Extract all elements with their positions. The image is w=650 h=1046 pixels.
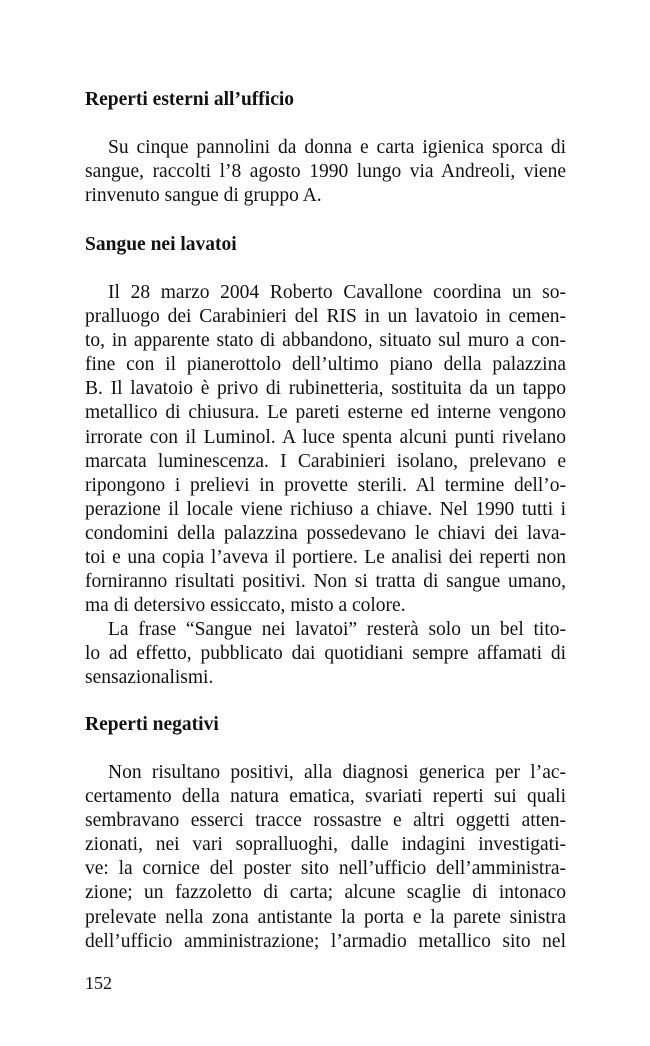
- text-line: ma di detersivo essiccato, misto a colore.: [85, 595, 406, 617]
- text-line: Su cinque pannolini da donna e carta igienica sporca di: [108, 137, 566, 158]
- text-line: toi e una copia l’aveva il portiere. Le analisi dei reperti non: [85, 547, 566, 569]
- text-line: rinvenuto sangue di gruppo A.: [85, 185, 322, 207]
- text-line: ve: la cornice del poster sito nell’ufficio dell’amministra-: [85, 858, 566, 880]
- text-line: La frase “Sangue nei lavatoi” resterà solo un bel tito-: [108, 619, 566, 640]
- text-line: perazione il locale viene richiuso a chiave. Nel 1990 tutti i: [85, 498, 566, 520]
- text-line: sensazionalismi.: [85, 667, 214, 689]
- text-line: zionati, nei vari sopralluoghi, dalle indagini investigati-: [85, 834, 566, 856]
- text-line: Il 28 marzo 2004 Roberto Cavallone coordina un so-: [108, 282, 566, 303]
- text-line: pralluogo dei Carabinieri del RIS in un lavatoio in cemen-: [85, 306, 566, 328]
- section-heading: Reperti negativi: [85, 714, 219, 735]
- text-line: dell’ufficio amministrazione; l’armadio metallico sito nel: [85, 930, 566, 952]
- text-line: lo ad effetto, pubblicato dai quotidiani sempre affamati di: [85, 643, 566, 665]
- section-heading: Reperti esterni all’ufficio: [85, 89, 295, 110]
- text-line: irrorate con il Luminol. A luce spenta alcuni punti rivelano: [85, 426, 566, 448]
- text-line: fine con il pianerottolo dell’ultimo piano della palazzina: [85, 354, 566, 376]
- paragraph: [85, 281, 566, 618]
- text-line: sangue, raccolti l’8 agosto 1990 lungo via Andreoli, viene: [85, 161, 566, 183]
- text-line: certamento della natura ematica, svariati reperti sui quali: [85, 786, 566, 808]
- text-line: metallico di chiusura. Le pareti esterne ed interne vengono: [85, 402, 566, 424]
- paragraph: [85, 761, 566, 954]
- text-line: condomini della palazzina possedevano le chiavi dei lava-: [85, 522, 566, 544]
- text-line: Non risultano positivi, alla diagnosi generica per l’ac-: [108, 762, 566, 783]
- paragraph: [85, 618, 566, 690]
- text-line: ripongono i prelievi in provette sterili. Al termine dell’o-: [85, 474, 566, 496]
- text-line: marcata luminescenza. I Carabinieri isolano, prelevano e: [85, 450, 566, 472]
- text-line: prelevate nella zona antistante la porta e la parete sinistra: [85, 906, 566, 928]
- section-heading: Sangue nei lavatoi: [85, 234, 237, 255]
- text-line: B. Il lavatoio è privo di rubinetteria, sostituita da un tappo: [85, 378, 566, 400]
- text-line: zione; un fazzoletto di carta; alcune scaglie di intonaco: [85, 882, 566, 904]
- text-line: forniranno risultati positivi. Non si tratta di sangue umano,: [85, 571, 566, 593]
- text-line: sembravano esserci tracce rossastre e altri oggetti atten-: [85, 810, 566, 832]
- text-line: to, in apparente stato di abbandono, situato sul muro a con-: [85, 330, 566, 352]
- page-number: 152: [85, 973, 112, 993]
- paragraph: [85, 136, 566, 208]
